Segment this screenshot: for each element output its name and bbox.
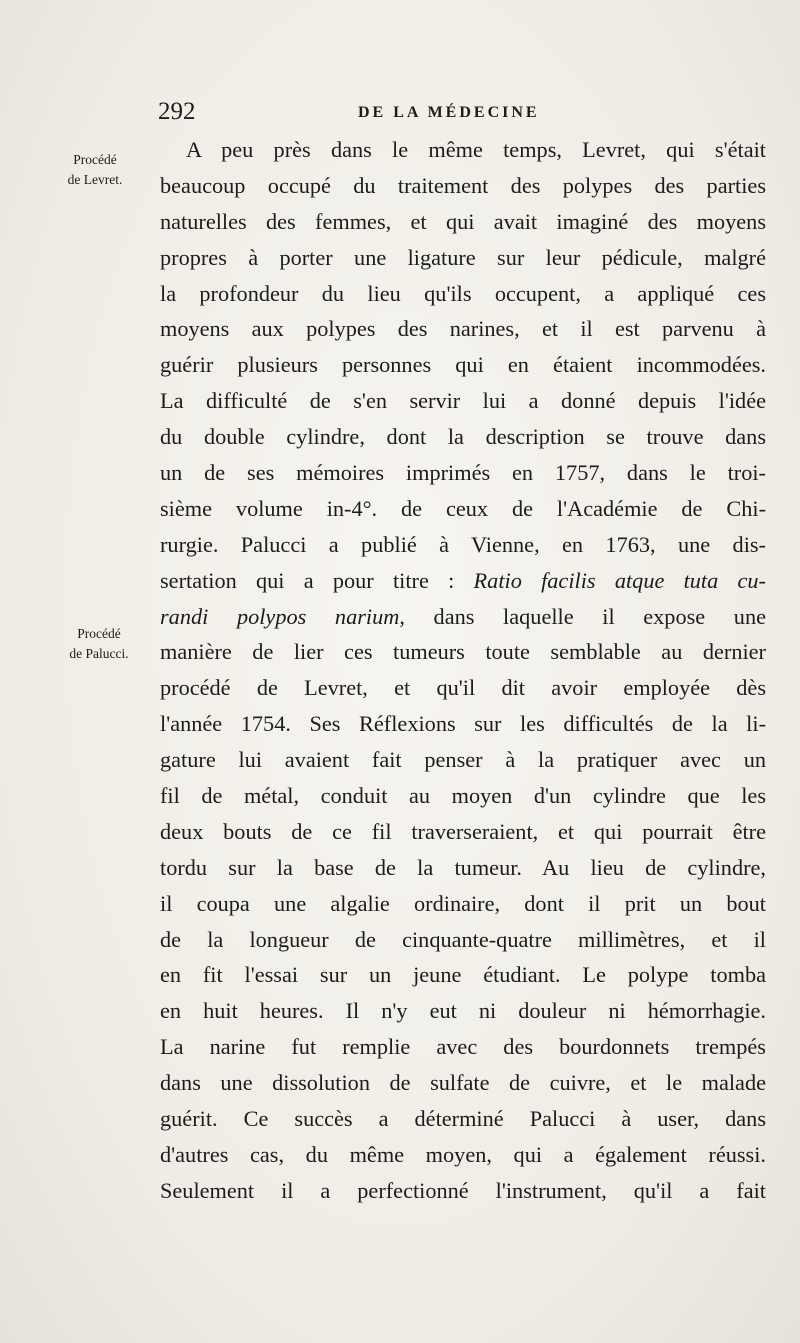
margin-note-line: Procédé [77,626,121,641]
body-text [160,132,766,1209]
margin-note-line: de Palucci. [69,646,129,661]
text-line: fil de métal, conduit au moyen d'un cylindre que les [160,783,766,809]
text-line: guérit. Ce succès a déterminé Palucci à user, dans [160,1106,766,1132]
text-line: beaucoup occupé du traitement des polypes des parties [160,172,766,198]
text-line-with-title [160,599,766,635]
text-line: moyens aux polypes des narines, et il est parvenu à [160,316,766,342]
page-number: 292 [158,98,196,125]
text-line: A peu près dans le même temps, Levret, qui s'était [186,137,766,162]
text-line: en huit heures. Il n'y eut ni douleur ni hémorrhagie. [160,998,766,1024]
text-line: de la longueur de cinquante-quatre millimètres, et il [160,926,766,952]
text-line: du double cylindre, dont la description se trouve dans [160,424,766,450]
text-line: guérir plusieurs personnes qui en étaient incommodées. [160,352,766,378]
text-line: propres à porter une ligature sur leur pédicule, malgré [160,244,766,270]
text-line-with-title [160,563,766,599]
text-segment: sertation qui a pour titre : [160,567,455,593]
margin-note-line: Procédé [73,152,117,167]
text-line: tordu sur la base de la tumeur. Au lieu de cylindre, [160,854,766,880]
text-line: d'autres cas, du même moyen, qui a également réussi. [160,1141,766,1167]
text-line: un de ses mémoires imprimés en 1757, dans le troi- [160,460,766,486]
latin-title-part-1: Ratio facilis atque tuta cu- [473,567,766,593]
text-segment: , dans laquelle il expose une [399,603,767,629]
text-line: l'année 1754. Ses Réflexions sur les difficultés de la li- [160,711,766,737]
text-line: dans une dissolution de sulfate de cuivre, et le malade [160,1070,766,1096]
text-line: sième volume in-4°. de ceux de l'Académie de Chi- [160,495,766,521]
margin-note-line: de Levret. [67,172,123,187]
margin-note-levret [40,150,150,190]
text-line: rurgie. Palucci a publié à Vienne, en 1763, une dis- [160,531,766,557]
text-line: La difficulté de s'en servir lui a donné depuis l'idée [160,388,766,414]
text-line: la profondeur du lieu qu'ils occupent, a appliqué ces [160,280,766,306]
running-title: DE LA MÉDECINE [358,104,540,121]
text-line: Seulement il a perfectionné l'instrument, qu'il a fait [160,1177,766,1203]
text-line: procédé de Levret, et qu'il dit avoir employée dès [160,675,766,701]
text-line: naturelles des femmes, et qui avait imaginé des moyens [160,208,766,234]
text-line: La narine fut remplie avec des bourdonnets trempés [160,1034,766,1060]
latin-title-part-2: randi polypos narium [160,603,400,629]
margin-note-palucci [44,624,154,664]
text-line: deux bouts de ce fil traverseraient, et qui pourrait être [160,818,766,844]
text-line: gature lui avaient fait penser à la pratiquer avec un [160,747,766,773]
text-line: en fit l'essai sur un jeune étudiant. Le polype tomba [160,962,766,988]
text-line: il coupa une algalie ordinaire, dont il prit un bout [160,890,766,916]
text-line: manière de lier ces tumeurs toute semblable au dernier [160,639,766,665]
page-header [158,94,768,128]
